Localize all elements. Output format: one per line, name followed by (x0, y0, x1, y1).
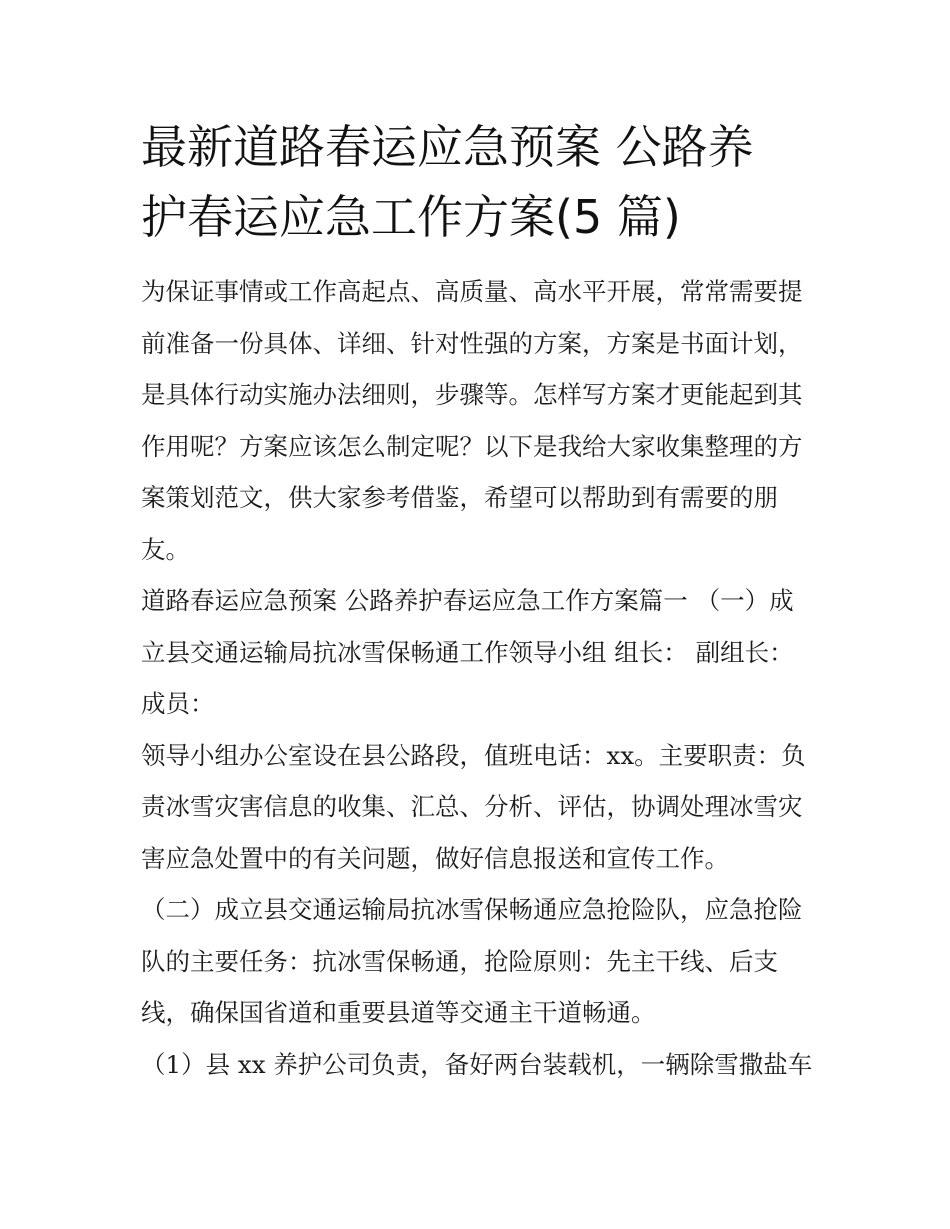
document-title (141, 112, 816, 252)
intro-paragraph (141, 266, 816, 575)
office-duties-paragraph (141, 730, 816, 885)
text-line: 领导小组办公室设在县公路段，值班电话：xx。主要职责：负 (141, 740, 806, 770)
text-line: （二）成立县交通运输局抗冰雪保畅通应急抢险队，应急抢险 (141, 895, 803, 924)
text-line: 是具体行动实施办法细则，步骤等。怎样写方案才更能起到其 (141, 380, 803, 409)
document-body (141, 266, 816, 1090)
text-line: 道路春运应急预案 公路养护春运应急工作方案篇一 （一）成 (141, 586, 794, 615)
text-line: 作用呢？方案应该怎么制定呢？以下是我给大家收集整理的方 (141, 431, 803, 461)
text-line: 队的主要任务：抗冰雪保畅通，抢险原则：先主干线、后支 (141, 946, 778, 976)
section-one-paragraph (141, 575, 816, 730)
text-line: 害应急处置中的有关问题，做好信息报送和宣传工作。 (141, 843, 729, 873)
item-one-paragraph (141, 1039, 816, 1091)
text-line: 前准备一份具体、详细、针对性强的方案，方案是书面计划， (141, 328, 803, 358)
section-two-paragraph (141, 884, 816, 1039)
document-content (141, 112, 816, 1090)
text-line: （1）县 xx 养护公司负责，备好两台装载机，一辆除雪撒盐车 (141, 1049, 813, 1079)
text-line: 立县交通运输局抗冰雪保畅通工作领导小组 组长： 副组长： (141, 637, 794, 667)
text-line: 成员： (141, 689, 215, 718)
title-line: 最新道路春运应急预案 公路养 (141, 120, 754, 174)
text-line: 责冰雪灾害信息的收集、汇总、分析、评估，协调处理冰雪灾 (141, 792, 803, 821)
text-line: 友。 (141, 534, 190, 564)
text-line: 案策划范文，供大家参考借鉴，希望可以帮助到有需要的朋 (141, 483, 778, 512)
text-line: 为保证事情或工作高起点、高质量、高水平开展，常常需要提 (141, 277, 803, 306)
title-line: 护春运应急工作方案(5 篇) (141, 190, 681, 244)
text-line: 线，确保国省道和重要县道等交通主干道畅通。 (141, 998, 656, 1027)
